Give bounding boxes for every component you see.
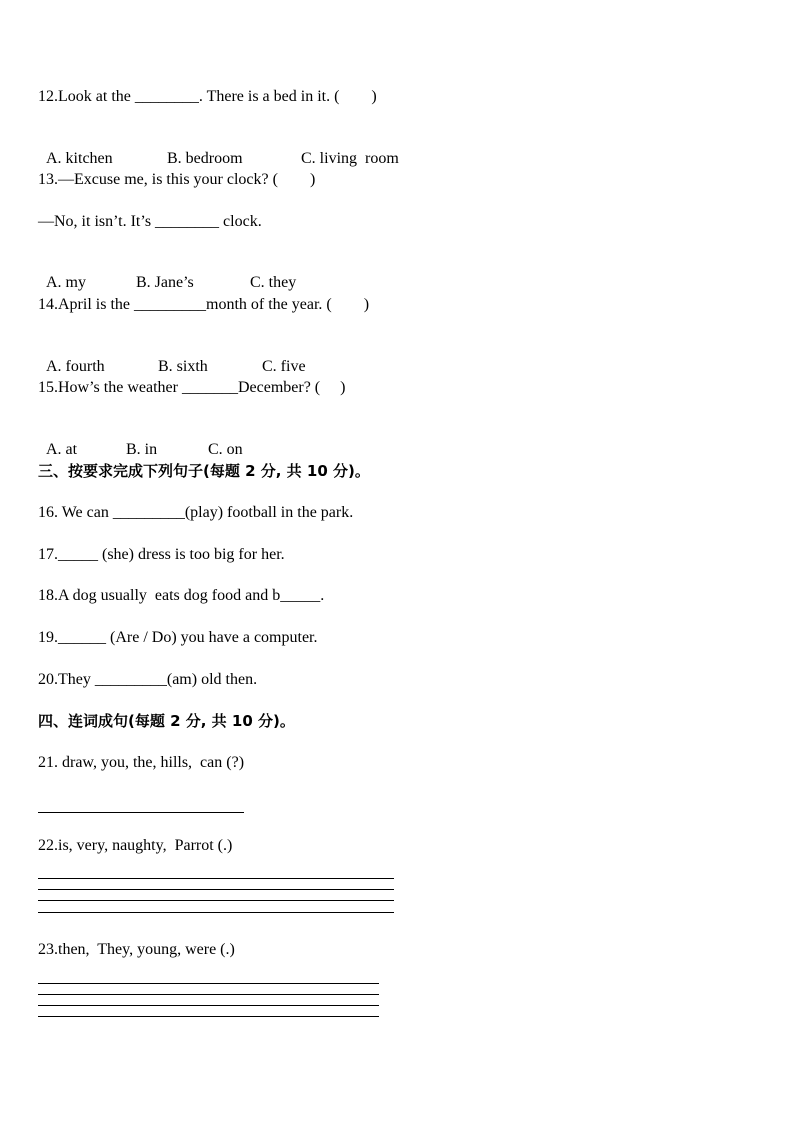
q14-option-a: A. fourth [46,358,105,375]
q14-options [38,337,306,377]
q15-stem: 15.How’s the weather _______December? ( ) [38,379,346,396]
section3-heading: 三、按要求完成下列句子(每题 2 分, 共 10 分)。 [38,462,370,480]
q15-option-c: C. on [208,441,243,458]
q23-answer-line-3 [38,1005,379,1006]
q12-option-c: C. living room [301,150,399,167]
q23-answer-line-1 [38,983,379,984]
q22-item: 22.is, very, naughty, Parrot (.) [38,837,233,854]
q12-options [38,129,399,169]
q17-item: 17._____ (she) dress is too big for her. [38,546,285,563]
q16-item: 16. We can _________(play) football in the park. [38,504,354,521]
q12-option-b: B. bedroom [167,150,243,167]
q22-answer-line-1 [38,878,394,879]
section4-heading: 四、连词成句(每题 2 分, 共 10 分)。 [38,712,295,730]
q23-item: 23.then, They, young, were (.) [38,941,235,958]
q19-item: 19.______ (Are / Do) you have a computer. [38,629,318,646]
q22-answer-line-2 [38,889,394,890]
q15-option-b: B. in [126,441,158,458]
q22-answer-line-4 [38,912,394,913]
q12-stem: 12.Look at the ________. There is a bed in it. ( ) [38,88,377,105]
q13-option-a: A. my [46,274,86,291]
q13-option-c: C. they [250,274,297,291]
q13-stem: 13.—Excuse me, is this your clock? ( ) [38,171,316,188]
q18-item: 18.A dog usually eats dog food and b_____. [38,587,325,604]
q21-answer-line [38,812,244,813]
q23-answer-line-4 [38,1016,379,1017]
q21-item: 21. draw, you, the, hills, can (?) [38,754,245,771]
q15-options [38,420,243,460]
q13-reply: —No, it isn’t. It’s ________ clock. [38,213,262,230]
q13-options [38,253,296,293]
q15-option-a: A. at [46,441,78,458]
q13-option-b: B. Jane’s [136,274,194,291]
q20-item: 20.They _________(am) old then. [38,671,258,688]
q14-stem: 14.April is the _________month of the year. ( ) [38,296,370,313]
q12-option-a: A. kitchen [46,150,113,167]
q14-option-b: B. sixth [158,358,208,375]
q23-answer-line-2 [38,994,379,995]
q22-answer-line-3 [38,900,394,901]
q14-option-c: C. five [262,358,306,375]
